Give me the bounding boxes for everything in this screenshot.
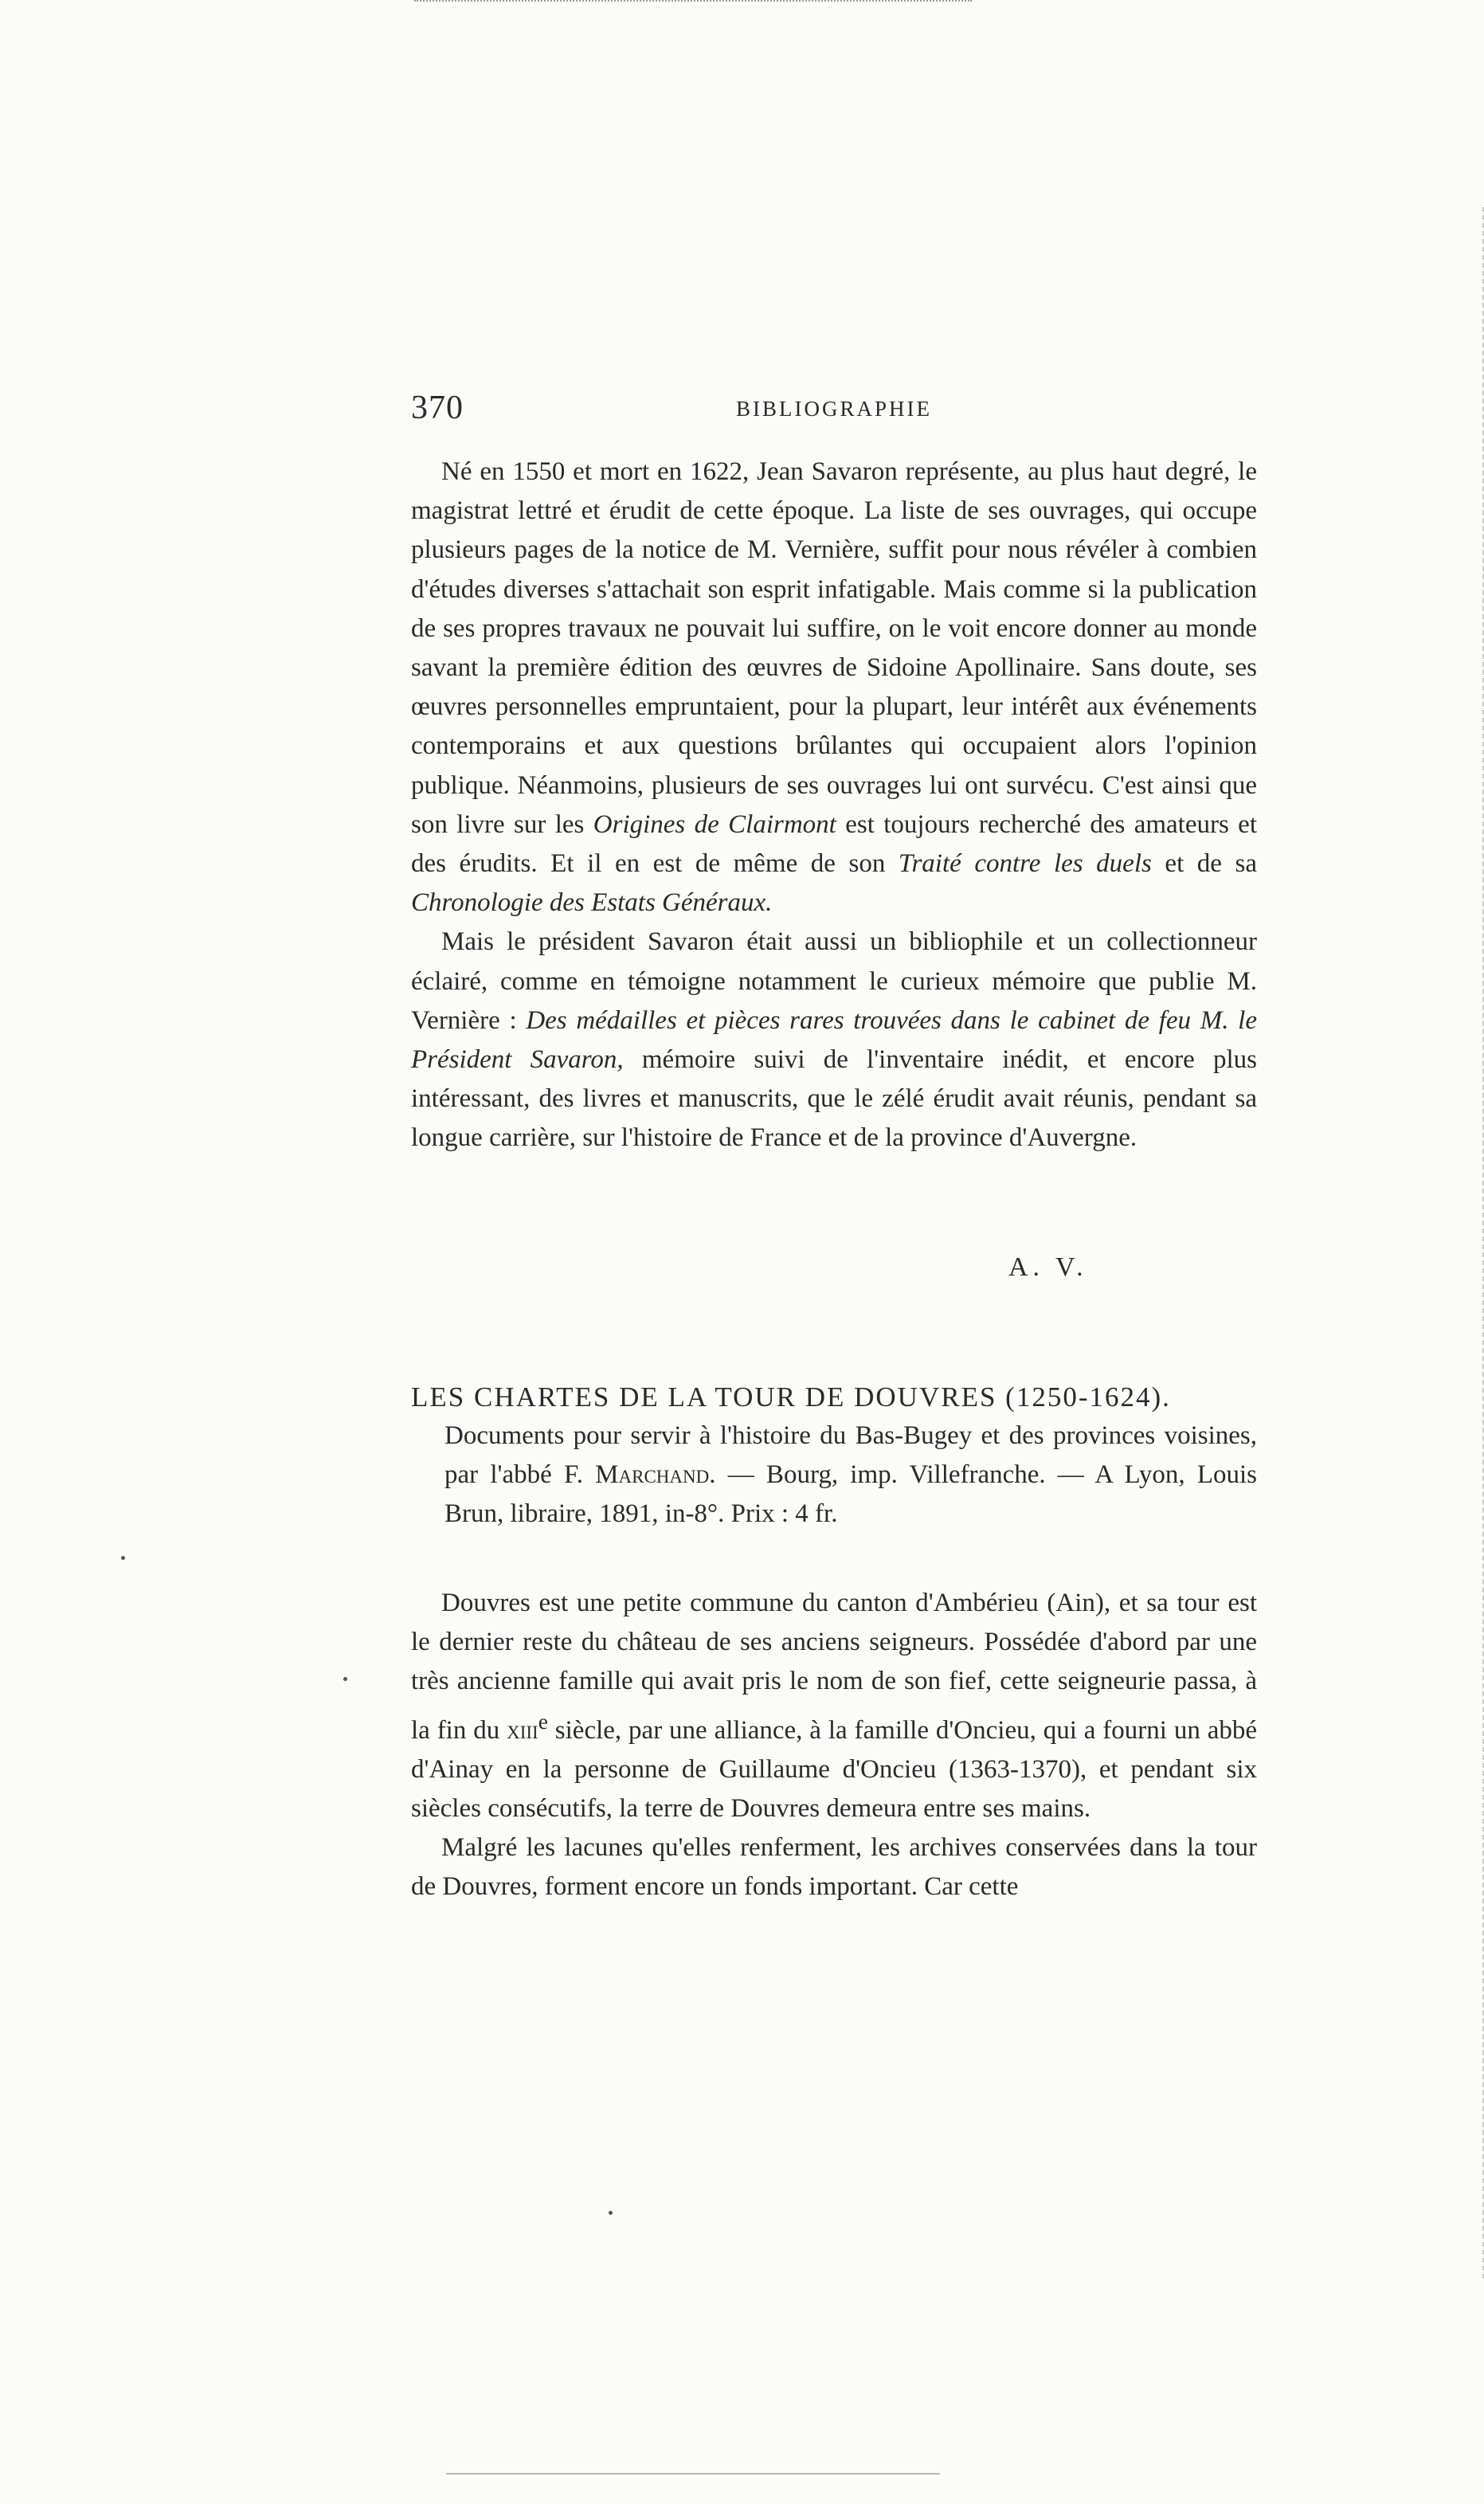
paragraph: [411, 453, 1257, 923]
italic-title: Origines de Clairmont: [593, 809, 836, 839]
paragraph: [411, 1584, 1257, 1828]
article-savaron-body: [411, 453, 1257, 1158]
scan-edge-bottom: [446, 2473, 940, 2476]
paragraph: [411, 923, 1257, 1158]
article-douvres-body: [411, 1584, 1257, 1907]
scan-edge-top: [414, 0, 972, 4]
text-run: Malgré les lacunes qu'elles renferment, les archives conservées dans la tour de Douvres, forment encore un fonds important. Car cette: [411, 1833, 1257, 1902]
text-run: Documents pour servir à l'histoire du Bas-Bugey et des provinces voisines, par l'abbé F.: [444, 1421, 1257, 1489]
ink-speck: [609, 2211, 613, 2215]
review-title: LES CHARTES DE LA TOUR DE DOUVRES (1250-1624).: [411, 1381, 1171, 1413]
ink-speck: [121, 1556, 125, 1560]
paragraph: [411, 1828, 1257, 1906]
running-head: [411, 389, 1257, 437]
text-run: siècle, par une alliance, à la famille d'Oncieu, qui a fourni un abbé d'Ainay en la personne de Guillaume d'Oncieu (1363-1370), et pendant six siècles consécutifs, la terre de Douvres demeura entre ses mains.: [411, 1715, 1257, 1824]
review-bibliographic-description: [444, 1417, 1257, 1534]
text-run: mémoire suivi de l'inventaire inédit, et encore plus intéressant, des livres et manuscrits, que le zélé érudit avait réunis, pendant sa longue carrière, sur l'histoire de France et de la province d'Auvergne.: [411, 1045, 1257, 1153]
reviewer-signature: A. V.: [1008, 1252, 1088, 1282]
text-run: Né en 1550 et mort en 1622, Jean Savaron représente, au plus haut degré, le magistrat lettré et érudit de cette époque. La liste de ses ouvrages, qui occupe plusieurs pages de la notice de M. Vernière, suffit pour nous révéler à combien d'études diverses s'attachait son esprit infatigable. Mais comme si la publication de ses propres travaux ne pouvait lui suffire, on le voit encore donner au monde savant la première édition des œuvres de Sidoine Apollinaire. Sans doute, ses œuvres personnelles empruntaient, pour la plupart, leur intérêt aux événements contemporains et aux questions brûlantes qui occupaient alors l'opinion publique. Néanmoins, plusieurs de ses ouvrages lui ont survécu. C'est ainsi que son livre sur les: [411, 457, 1257, 839]
italic-title: Traité contre les duels: [898, 849, 1152, 879]
italic-title: Chronologie des Estats Généraux.: [411, 888, 773, 918]
text-run: et de sa: [1151, 849, 1257, 879]
ink-speck: [343, 1677, 347, 1681]
italic-title: Des médailles et pièces rares trouvées dans le cabinet de feu M. le Président Savaron,: [411, 1005, 1257, 1075]
small-caps-text: Marchand: [595, 1460, 710, 1489]
text-run: est toujours recherché des amateurs et des érudits. Et il en est de même de son: [411, 809, 1257, 879]
text-run: Mais le président Savaron était aussi un bibliophile et un collectionneur éclairé, comme en témoigne notamment le curieux mémoire que publie M. Vernière :: [411, 927, 1257, 1035]
review-heading: [411, 1378, 1257, 1534]
small-caps-text: xiii: [507, 1715, 538, 1745]
text-run: Douvres est une petite commune du canton d'Ambérieu (Ain), et sa tour est le dernier reste du château de ses anciens seigneurs. Possédée d'abord par une très ancienne famille qui avait pris le nom de son fief, cette seigneurie passa, à la fin du: [411, 1589, 1257, 1745]
running-title: BIBLIOGRAPHIE: [736, 397, 932, 421]
page-number: 370: [411, 390, 464, 426]
text-run: . — Bourg, imp. Villefranche. — A Lyon, Louis Brun, libraire, 1891, in-8°. Prix : 4 fr.: [444, 1460, 1257, 1528]
superscript: e: [538, 1708, 548, 1734]
